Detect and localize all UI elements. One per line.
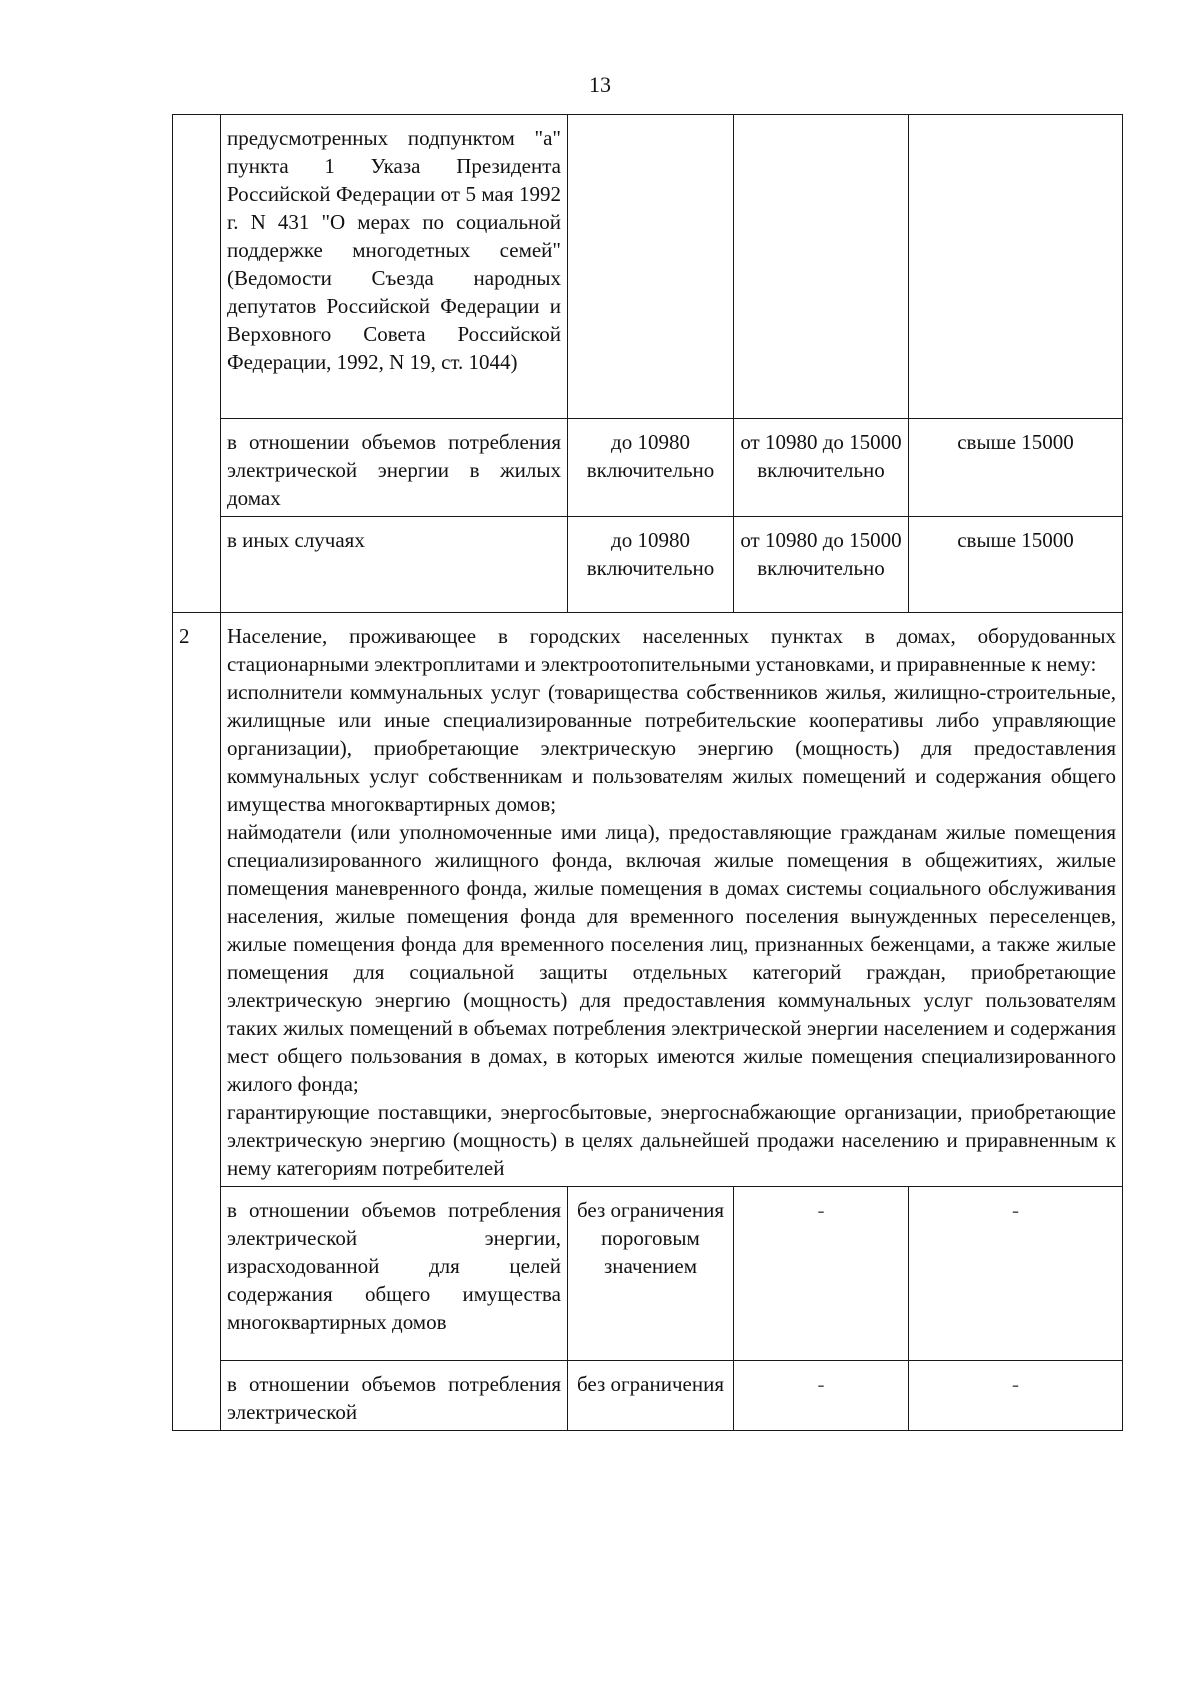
row-label: в иных случаях — [221, 517, 568, 613]
value-threshold-high: - — [909, 1187, 1123, 1361]
value-threshold-low: без ограничения пороговым значением — [568, 1187, 734, 1361]
value-cell — [568, 115, 734, 419]
row-number-cell — [173, 115, 221, 613]
value-cell — [734, 115, 909, 419]
tariff-table — [172, 114, 1123, 1431]
table-row — [173, 115, 1123, 419]
category-paragraph: наймодатели (или уполномоченные ими лица), предоставляющие гражданам жилые помещения специализированного жилищного фонда, включая жилые помещения в общежитиях, жилые помещения маневренного фонда, жилые помещения в домах системы социального обслуживания населения, жилые помещения фонда для временного поселения вынужденных переселенцев, жилые помещения фонда для временного поселения лиц, признанных беженцами, а также жилые помещения для социальной защиты отдельных категорий граждан, приобретающие электрическую энергию (мощность) для предоставления коммунальных услуг пользователям таких жилых помещений в объемах потребления электрической энергии населением и содержания мест общего пользования в домах, в которых имеются жилые помещения специализированного жилого фонда; — [227, 820, 1116, 1096]
value-threshold-high: - — [909, 1361, 1123, 1431]
table-row — [173, 517, 1123, 613]
value-threshold-low: до 10980 включительно — [568, 419, 734, 517]
category-paragraph: гарантирующие поставщики, энергосбытовые, энергоснабжающие организации, приобретающие электрическую энергию (мощность) в целях дальнейшей продажи населению и приравненным к нему категориям потребителей — [227, 1100, 1116, 1180]
value-threshold-low: без ограничения — [568, 1361, 734, 1431]
row-number: 2 — [173, 613, 221, 1431]
category-paragraph: исполнители коммунальных услуг (товарищества собственников жилья, жилищно-строительные, жилищные или иные специализированные потребительские кооперативы либо управляющие организации), приобретающие электрическую энергию (мощность) для предоставления коммунальных услуг собственникам и пользователям жилых помещений и содержания общего имущества многоквартирных домов; — [227, 680, 1116, 816]
value-threshold-mid: от 10980 до 15000 включительно — [734, 517, 909, 613]
value-threshold-high: свыше 15000 — [909, 419, 1123, 517]
row-label: в отношении объемов потребления электрической энергии в жилых домах — [221, 419, 568, 517]
page-number: 13 — [589, 72, 611, 97]
value-threshold-high: свыше 15000 — [909, 517, 1123, 613]
value-cell — [909, 115, 1123, 419]
table-row — [173, 1361, 1123, 1431]
table-row — [173, 1187, 1123, 1361]
value-threshold-mid: от 10980 до 15000 включительно — [734, 419, 909, 517]
table-row — [173, 613, 1123, 1187]
row-description: предусмотренных подпунктом "а" пункта 1 Указа Президента Российской Федерации от 5 мая 1992 г. N 431 "О мерах по социальной поддержке многодетных семей" (Ведомости Съезда народных депутатов Российской Федерации и Верховного Совета Российской Федерации, 1992, N 19, ст. 1044) — [221, 115, 568, 419]
table-row — [173, 419, 1123, 517]
category-paragraph: Население, проживающее в городских населенных пунктах в домах, оборудованных стационарными электроплитами и электроотопительными установками, и приравненные к нему: — [227, 624, 1116, 676]
value-threshold-low: до 10980 включительно — [568, 517, 734, 613]
category-description — [221, 613, 1123, 1187]
value-threshold-mid: - — [734, 1187, 909, 1361]
row-label: в отношении объемов потребления электрической энергии, израсходованной для целей содержания общего имущества многоквартирных домов — [221, 1187, 568, 1361]
row-label: в отношении объемов потребления электрической — [221, 1361, 568, 1431]
value-threshold-mid: - — [734, 1361, 909, 1431]
